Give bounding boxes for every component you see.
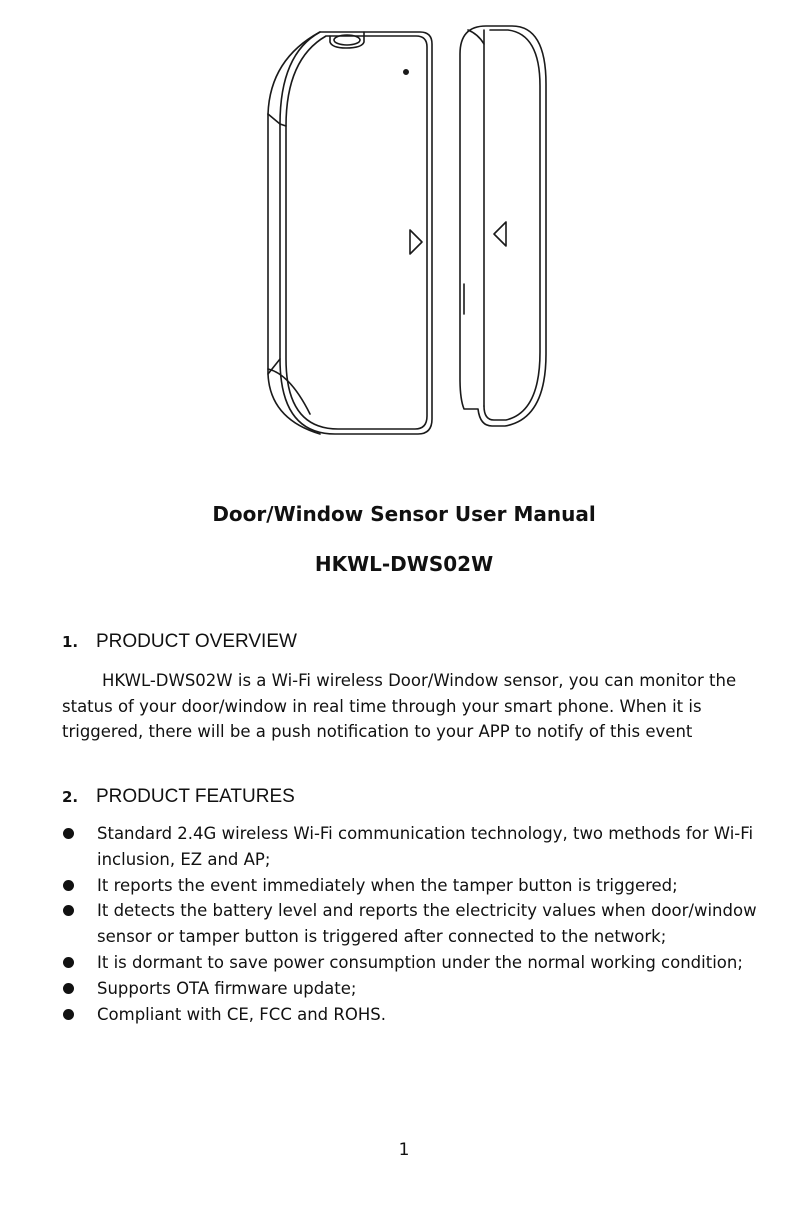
section-title: PRODUCT FEATURES: [96, 786, 295, 807]
feature-text: It reports the event immediately when the tamper button is triggered;: [97, 875, 678, 895]
list-item: [62, 873, 762, 899]
document-title: Door/Window Sensor User Manual: [212, 502, 596, 526]
sensor-main-unit: [268, 32, 432, 434]
feature-text: Supports OTA firmware update;: [97, 978, 357, 998]
feature-text: Compliant with CE, FCC and ROHS.: [97, 1004, 386, 1024]
list-item: [62, 950, 762, 976]
bullet-icon: [63, 905, 74, 916]
feature-list: [62, 821, 762, 1027]
bullet-icon: [63, 1009, 74, 1020]
list-item: [62, 898, 762, 950]
bullet-icon: [63, 828, 74, 839]
section-heading-features: [62, 786, 295, 808]
list-item: [62, 976, 762, 1002]
page-number: 1: [398, 1140, 410, 1160]
feature-text: It detects the battery level and reports the electricity values when door/window sensor or tamper button is triggered after connected to the network;: [97, 901, 757, 947]
sensor-drawing: [250, 14, 560, 446]
list-item: [62, 1002, 762, 1028]
feature-text: Standard 2.4G wireless Wi-Fi communication technology, two methods for Wi-Fi inclusion, EZ and AP;: [97, 824, 754, 869]
section-title: PRODUCT OVERVIEW: [96, 631, 297, 652]
overview-paragraph: HKWL-DWS02W is a Wi-Fi wireless Door/Window sensor, you can monitor the status of your door/window in real time through your smart phone. When it is triggered, there will be a push notification to your APP to notify of this event: [62, 671, 737, 741]
section-number: 1.: [62, 633, 79, 651]
section-heading-overview: [62, 631, 297, 653]
bullet-icon: [63, 880, 74, 891]
feature-text: It is dormant to save power consumption under the normal working condition;: [97, 952, 743, 972]
bullet-icon: [63, 957, 74, 968]
document-model: HKWL-DWS02W: [314, 552, 494, 576]
list-item: [62, 821, 762, 873]
section-number: 2.: [62, 788, 79, 806]
bullet-icon: [63, 983, 74, 994]
product-illustration: [250, 14, 560, 446]
sensor-magnet-unit: [460, 26, 546, 426]
